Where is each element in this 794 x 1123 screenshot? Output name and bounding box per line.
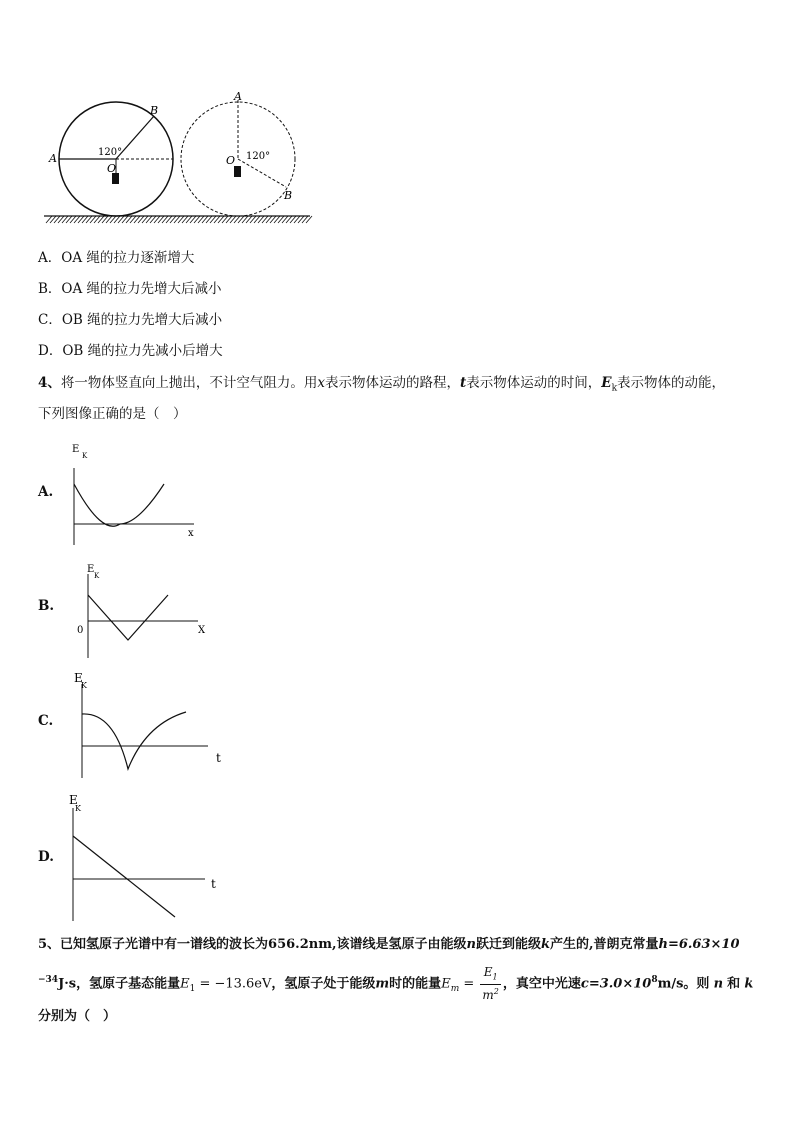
svg-text:E: E (69, 793, 78, 807)
svg-text:B: B (150, 104, 159, 117)
q4-option-b-label[interactable]: B. (38, 598, 55, 614)
energy-fraction: $\frac{E_1}{m^2}$ (482, 965, 499, 1002)
svg-text:E: E (72, 444, 80, 455)
q4-option-d-label[interactable]: D. (38, 849, 54, 865)
q4-option-a-label[interactable]: A. (38, 484, 54, 500)
q4-stem-line2: 下列图像正确的是（ ） (38, 406, 187, 422)
svg-text:O: O (226, 154, 236, 167)
svg-text:E: E (87, 564, 95, 575)
svg-text:B: B (284, 189, 293, 202)
q5-stem-line3: 分别为（ ） (38, 1009, 117, 1024)
q4-option-c-label[interactable]: C. (38, 713, 54, 729)
svg-text:120°: 120° (246, 151, 271, 162)
svg-text:O: O (107, 162, 117, 175)
svg-text:x: x (188, 528, 194, 539)
q3-option-c[interactable]: C．OB 绳的拉力先增大后减小 (38, 312, 223, 328)
q4-graph-b[interactable] (70, 562, 215, 662)
q5-stem-line2: $^{-34}$J·s，氢原子基态能量$E_1 = -13.6eV$，氢原子处于能级m时的能量$E_m$ = $\frac{E_1}{m^2}$ ，真空中光速$c=3.0\times 10^8m/s$。则 n 和 k (38, 965, 754, 1002)
svg-text:A: A (49, 152, 57, 165)
svg-text:A: A (234, 90, 242, 103)
q3-option-d[interactable]: D．OB 绳的拉力先减小后增大 (38, 343, 223, 359)
q4-graph-c[interactable] (70, 670, 230, 780)
circle-figure (40, 90, 315, 230)
q4-graph-a[interactable] (60, 438, 210, 548)
svg-text:t: t (216, 751, 221, 765)
q4-graph-d[interactable] (65, 788, 225, 923)
svg-text:E: E (74, 671, 83, 685)
svg-text:t: t (211, 877, 216, 891)
svg-text:120°: 120° (98, 147, 123, 158)
svg-text:K: K (94, 572, 100, 580)
svg-text:X: X (198, 625, 206, 636)
svg-text:K: K (81, 681, 87, 690)
q4-stem-line1: 4、将一物体竖直向上抛出，不计空气阻力。用x表示物体运动的路程，t表示物体运动的时间，$E_k$表示物体的动能， (38, 375, 726, 394)
q5-stem-line1: 5、已知氢原子光谱中有一谱线的波长为656.2nm,该谱线是氢原子由能级n跃迁到能级k产生的,普朗克常量h=6.63×10 (38, 937, 740, 952)
q3-option-a[interactable]: A．OA 绳的拉力逐渐增大 (38, 250, 195, 266)
svg-text:K: K (82, 452, 88, 460)
svg-text:K: K (75, 804, 81, 813)
svg-text:0: 0 (77, 625, 84, 636)
q3-option-b[interactable]: B．OA 绳的拉力先增大后减小 (38, 281, 222, 297)
